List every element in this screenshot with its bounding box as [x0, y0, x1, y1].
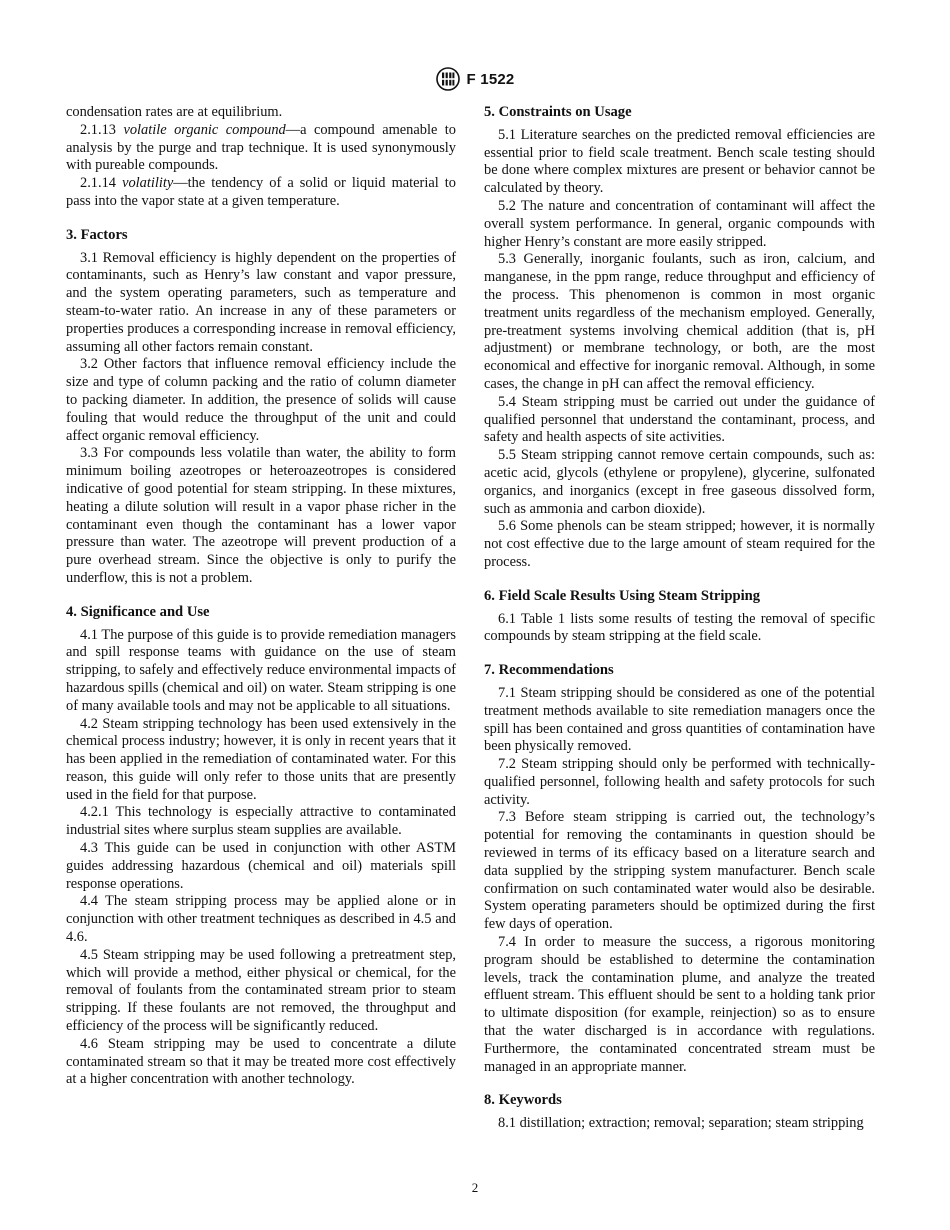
paragraph-4-2-1: 4.2.1 This technology is especially attractive to contaminated industrial sites where surplus steam supplies are available. — [66, 804, 456, 839]
right-column — [484, 104, 875, 1133]
term-volatility: volatility — [122, 175, 174, 192]
paragraph-4-6: 4.6 Steam stripping may be used to concentrate a dilute contaminated stream so that it may be treated more cost effectively at a higher concentration with another technology. — [66, 1035, 456, 1088]
page-header — [0, 66, 950, 92]
paragraph-4-3: 4.3 This guide can be used in conjunction with other ASTM guides addressing hazardous (chemical and oil) materials spill response operations. — [66, 840, 456, 892]
paragraph-4-1: 4.1 The purpose of this guide is to provide remediation managers and spill response teams with guidance on the use of steam stripping, to safely and effectively reduce environmental impacts of hazardous spills (chemical and oil) on water. Steam stripping is one of many available tools and may not be applicable to all situations. — [66, 626, 456, 714]
term-volatile-organic-compound: volatile organic compound — [123, 121, 286, 138]
paragraph-8-1: 8.1 distillation; extraction; removal; separation; steam stripping — [498, 1115, 864, 1132]
paragraph-7-1: 7.1 Steam stripping should be considered as one of the potential treatment methods available to site remediation managers once the spill has been contained and gross quantities of contamination have been physically removed. — [484, 684, 875, 755]
paragraph-5-6: 5.6 Some phenols can be steam stripped; however, it is normally not cost effective due to the large amount of steam required for the process. — [484, 518, 875, 570]
section-heading-recommendations: 7. Recommendations — [484, 662, 614, 679]
paragraph-4-2: 4.2 Steam stripping technology has been used extensively in the chemical process industry; however, it is only in recent years that it has been applied in the remediation of contaminated water. For this reason, this guide will only refer to those units that are presently used in the field for that purpose. — [66, 715, 456, 803]
section-heading-constraints: 5. Constraints on Usage — [484, 104, 632, 120]
paragraph-7-4: 7.4 In order to measure the success, a rigorous monitoring program should be established to determine the contamination levels, track the contamination plume, and analyze the treated effluent stream. This effluent should be sent to a holding tank prior to ultimate disposition (for example, reinjection) so as to ensure that the water discharged is in accordance with regulations. Furthermore, the contaminated concentrated stream must be managed in an appropriate manner. — [484, 934, 875, 1075]
section-heading-field-scale: 6. Field Scale Results Using Steam Stripping — [484, 587, 761, 604]
paragraph-5-4: 5.4 Steam stripping must be carried out under the guidance of qualified personnel that understand the contaminant, process, and safety and health aspects of site activities. — [484, 393, 875, 446]
astm-logo-icon — [436, 67, 460, 91]
continuation-text: condensation rates are at equilibrium. — [66, 104, 283, 120]
definition-2-1-13: 2.1.13 volatile organic compound—a compound amenable to analysis by the purge and trap technique. It is used synonymously with pureable compounds. — [66, 121, 456, 174]
paragraph-7-2: 7.2 Steam stripping should only be performed with technically-qualified personnel, following health and safety protocols for such activity. — [484, 756, 875, 808]
paragraph-5-3: 5.3 Generally, inorganic foulants, such as iron, calcium, and manganese, in the ppm range, reduce throughput and efficiency of the process. This phenomenon is common in most organic treatment units regardless of the mechanism employed. Generally, pre-treatment systems involving chemical addition (that is, pH adjustment) or membrane technology, or both, are the most economical and effective for inorganic removal. Although, in some cases, the change in pH can affect the removal efficiency. — [484, 251, 875, 392]
left-column — [66, 104, 456, 1089]
paragraph-5-1: 5.1 Literature searches on the predicted removal efficiencies are essential prior to field scale treatment. Bench scale testing should be done where complex mixtures are present or behavior cannot be calculated by theory. — [484, 126, 875, 197]
section-heading-significance: 4. Significance and Use — [66, 603, 210, 620]
definition-2-1-14: 2.1.14 volatility—the tendency of a solid or liquid material to pass into the vapor state at a given temperature. — [66, 175, 456, 209]
paragraph-3-2: 3.2 Other factors that influence removal efficiency include the size and type of column packing and the ratio of column diameter to packing diameter. In addition, the presence of solids will cause fouling that would reduce the throughput of the unit and could affect organic removal efficiency. — [66, 356, 456, 444]
paragraph-5-5: 5.5 Steam stripping cannot remove certain compounds, such as: acetic acid, glycols (ethylene or propylene), glycerine, sulfonated organics, and inorganics (except in free gaseous dissolved form, such as ammonia and carbon dioxide). — [484, 447, 875, 517]
paragraph-3-3: 3.3 For compounds less volatile than water, the ability to form minimum boiling azeotropes or heteroazeotropes is considered indicative of good potential for steam stripping. In these mixtures, heating a dilute solution will result in a vapor phase richer in the contaminant even though the contaminant has a lower vapor pressure than water. The azeotrope will prevent production of a pure overhead stream. Since the objective is only to purify the underflow, this is not a problem. — [66, 445, 456, 586]
page-number: 2 — [471, 1180, 479, 1195]
paragraph-6-1: 6.1 Table 1 lists some results of testing the removal of specific compounds by steam stripping at the field scale. — [484, 610, 875, 645]
paragraph-5-2: 5.2 The nature and concentration of contaminant will affect the overall system performance. In general, organic compounds with higher Henry’s constant are more easily stripped. — [484, 197, 875, 250]
paragraph-7-3: 7.3 Before steam stripping is carried out, the technology’s potential for removing the contaminants in question should be reviewed in terms of its efficacy based on a literature search and data supplied by the stripping system manufacturer. Bench scale confirmation on such contaminated water would also be desirable. System operating parameters should be optimized during the first few days of operation. — [484, 809, 875, 933]
paragraph-3-1: 3.1 Removal efficiency is highly dependent on the properties of contaminants, such as Henry’s law constant and vapor pressure, and the system operating parameters, such as temperature and steam-to-water ratio. An increase in any of these parameters or properties produces a corresponding increase in removal efficiency, assuming all other factors remain constant. — [66, 249, 456, 355]
paragraph-4-4: 4.4 The steam stripping process may be applied alone or in conjunction with other treatment techniques as described in 4.5 and 4.6. — [66, 893, 456, 946]
document-designation: F 1522 — [466, 70, 515, 88]
paragraph-4-5: 4.5 Steam stripping may be used following a pretreatment step, which will provide a method, either physical or chemical, for the removal of foulants from the contaminated stream prior to steam stripping. If these foulants are not removed, the throughput and efficiency of the process will be significantly reduced. — [66, 946, 456, 1035]
section-heading-keywords: 8. Keywords — [484, 1092, 562, 1109]
section-heading-factors: 3. Factors — [66, 226, 128, 243]
